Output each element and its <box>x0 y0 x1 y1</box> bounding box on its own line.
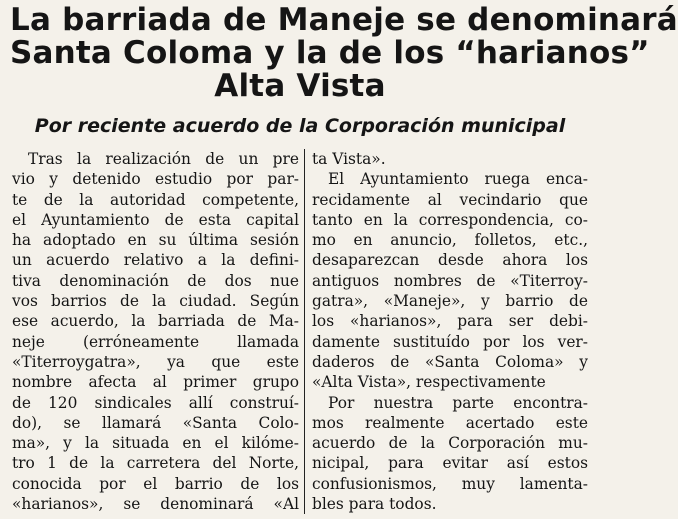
text-line: do), se llamará «Santa Colo- <box>12 413 299 432</box>
text-line: «harianos», se denominará «Al <box>12 495 299 514</box>
text-line: vos barrios de la ciudad. Según <box>12 292 299 311</box>
text-line: ta Vista». <box>312 150 386 168</box>
text-line: acuerdo de la Corporación mu- <box>312 434 588 453</box>
headline <box>0 0 678 104</box>
left-column <box>12 149 305 514</box>
text-line: ese acuerdo, la barriada de Ma- <box>12 312 299 331</box>
text-line: daderos de «Santa Coloma» y <box>312 352 588 371</box>
text-line: nombre afecta al primer grupo <box>12 373 299 392</box>
text-line: ha adoptado en su última sesión <box>12 231 299 250</box>
text-line: el Ayuntamiento de esta capital <box>12 210 299 229</box>
text-line: damente sustituído por los ver- <box>312 332 588 351</box>
right-column <box>305 149 588 514</box>
text-line: antiguos nombres de «Titerroy- <box>312 271 588 290</box>
text-line: conocida por el barrio de los <box>12 474 299 493</box>
text-line: un acuerdo relativo a la defini- <box>12 251 299 270</box>
text-line: desaparezcan desde ahora los <box>312 251 588 270</box>
text-line: Tras la realización de un pre <box>28 150 299 168</box>
text-line: los «harianos», para ser debi- <box>312 312 588 331</box>
text-line: mo en anuncio, folletos, etc., <box>312 231 588 250</box>
subheadline: Por reciente acuerdo de la Corporación municipal <box>34 115 566 137</box>
text-line: «Alta Vista», respectivamente <box>312 373 546 392</box>
headline-line: La barriada de Maneje se denominará <box>10 2 678 38</box>
text-line: gatra», «Maneje», y barrio de <box>312 292 588 311</box>
text-line: vio y detenido estudio por par- <box>12 170 299 189</box>
text-line: tiva denominación de dos nue <box>12 271 299 290</box>
text-line: mos realmente acertado este <box>312 413 588 432</box>
text-line: «Titerroygatra», ya que este <box>12 352 299 371</box>
text-line: bles para todos. <box>312 495 437 514</box>
text-line: tro 1 de la carretera del Norte, <box>12 454 299 473</box>
text-line: de 120 sindicales allí construí- <box>12 393 299 412</box>
text-line: ma», y la situada en el kilóme- <box>12 434 299 453</box>
text-line: nicipal, para evitar así estos <box>312 454 588 473</box>
headline-line: Santa Coloma y la de los “harianos” <box>10 35 650 71</box>
text-line: te de la autoridad competente, <box>12 190 299 209</box>
article-body <box>12 149 588 514</box>
text-line: confusionismos, muy lamenta- <box>312 474 588 493</box>
text-line: tanto en la correspondencia, co- <box>312 210 588 229</box>
headline-line: Alta Vista <box>214 68 386 104</box>
text-line: El Ayuntamiento ruega enca- <box>328 170 588 189</box>
text-line: Por nuestra parte encontra- <box>328 393 588 412</box>
text-line: neje (erróneamente llamada <box>12 332 299 351</box>
text-line: recidamente al vecindario que <box>312 190 588 209</box>
